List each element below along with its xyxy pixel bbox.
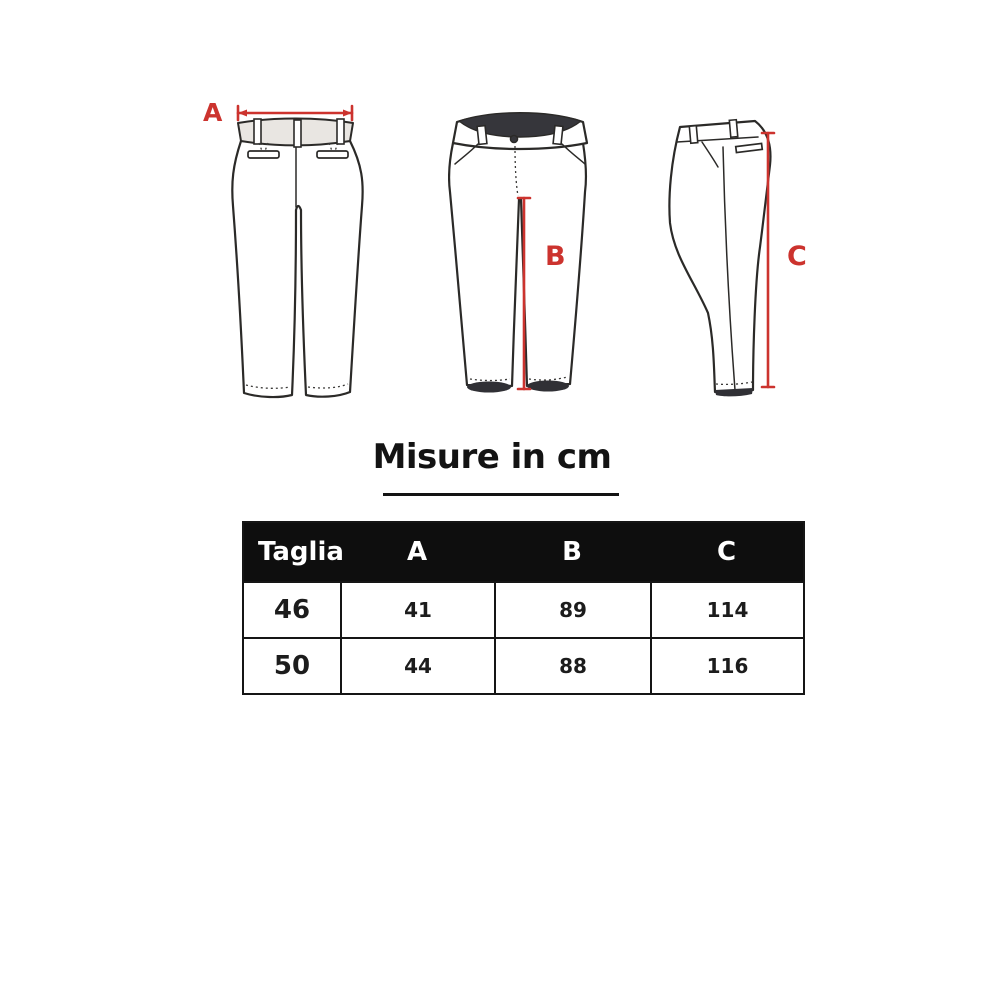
- size-table-cell: 46: [273, 595, 311, 625]
- size-table-row: [244, 581, 803, 637]
- size-table-cell: 116: [650, 639, 803, 693]
- size-table-cell: 50: [273, 651, 311, 681]
- size-table-row: [244, 637, 803, 693]
- size-table-header-cell: A: [406, 537, 428, 567]
- size-table-cell: 88: [494, 639, 650, 693]
- button-icon: [510, 135, 517, 142]
- size-table-header-cell: C: [716, 537, 737, 567]
- title-underline: [383, 493, 619, 496]
- pants-side-view-illustration: [656, 101, 786, 399]
- pants-back-view-illustration: [198, 90, 366, 405]
- size-table-cell: 44: [340, 639, 494, 693]
- size-table-cell: 41: [340, 583, 494, 637]
- size-table-header-row: [244, 523, 803, 581]
- measure-label-a: A: [203, 98, 223, 127]
- measure-label-c: C: [787, 241, 807, 272]
- size-table: [242, 521, 805, 695]
- size-table-cell: 89: [494, 583, 650, 637]
- pants-front-view-illustration: [448, 102, 592, 398]
- size-table-cell: 114: [650, 583, 803, 637]
- size-table-header-cell: B: [562, 537, 582, 567]
- measure-label-b: B: [545, 241, 566, 272]
- page-title: Misure in cm: [372, 437, 612, 477]
- size-table-header-cell: Taglia: [258, 537, 344, 567]
